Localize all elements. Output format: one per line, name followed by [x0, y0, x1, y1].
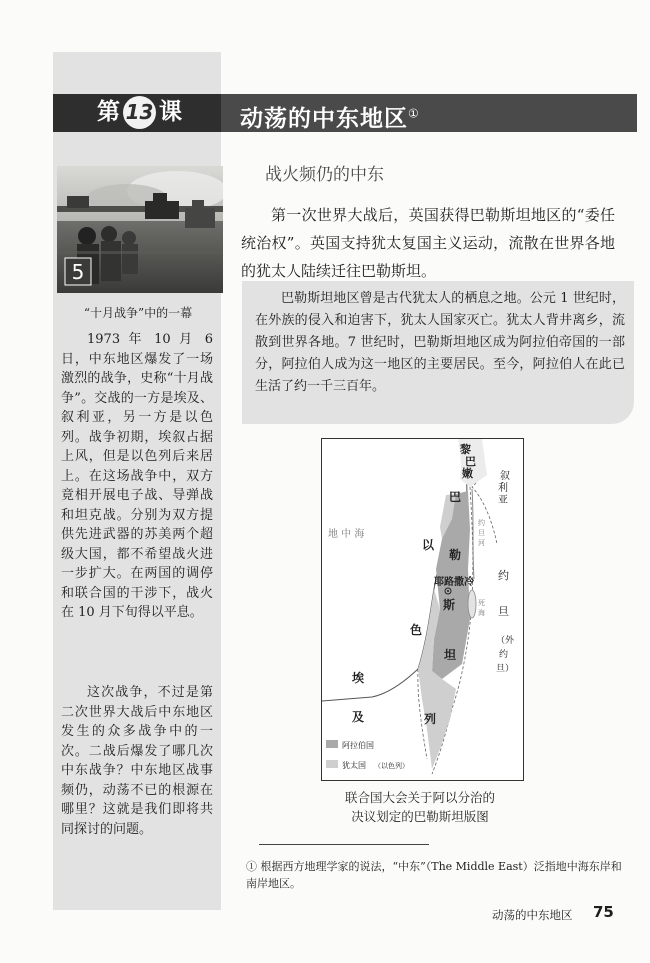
label-jerusalem: 耶路撒冷	[434, 577, 474, 588]
note-text: 巴勒斯坦地区曾是古代犹太人的栖息之地。公元 1 世纪时，在外族的侵入和迫害下，犹太人国家灭亡。犹太人背井离乡，流散到世界各地。7 世纪时，巴勒斯坦地区成为阿拉伯帝国的一部分，阿拉伯人成为这一地区的主要居民。至今，阿拉伯人在此已生活了约一千三百年。	[255, 291, 625, 394]
label-palestine-3: 斯	[443, 598, 456, 612]
lesson-title-text: 动荡的中东地区	[240, 106, 408, 132]
label-lebanon-1: 黎	[460, 443, 471, 456]
label-palestine-1: 巴	[449, 490, 462, 504]
main-paragraph: 第一次世界大战后，英国获得巴勒斯坦地区的“委任统治权”。英国支持犹太复国主义运动，流散在世界各地的犹太人陆续迁往巴勒斯坦。	[241, 206, 615, 280]
label-jordan-river-3: 河	[478, 539, 485, 547]
section-heading: 战火频仍的中东	[265, 165, 384, 185]
footnote	[246, 858, 626, 892]
label-israel-3: 列	[424, 712, 437, 726]
footnote-mark: ①	[246, 860, 257, 873]
label-egypt-2: 及	[352, 710, 365, 724]
jerusalem-marker-dot	[447, 590, 449, 592]
legend-jewish-swatch	[326, 760, 338, 768]
sidebar-paragraph-1: 1973 年 10 月 6 日，中东地区爆发了一场激烈的战争，史称“十月战争”。交战的一方是埃及、叙利亚，另一方是以色列。战争初期，埃叙占据上风，但是以色列后来居上。在这场战争中，双方竟相开展电子战、导弹战和坦克战。分别为双方提供先进武器的苏美两个超级大国，都不希望战火进一步扩大。在两国的调停和联合国的干涉下，战火在 10 月下旬得以平息。	[61, 332, 213, 620]
map-caption-line-1: 联合国大会关于阿以分治的	[344, 790, 495, 805]
lesson-title	[240, 100, 420, 133]
label-jordan-2: 旦	[498, 605, 509, 618]
legend-jewish-label: 犹太国	[342, 761, 366, 770]
label-israel-1: 以	[422, 538, 435, 552]
label-dead-sea-2: 海	[478, 609, 485, 617]
label-syria-3: 亚	[498, 495, 508, 506]
legend-arab-swatch	[326, 740, 338, 748]
label-palestine-4: 坦	[444, 648, 457, 662]
partition-map	[321, 438, 524, 781]
dead-sea	[468, 590, 476, 618]
label-syria-1: 叙	[500, 471, 510, 482]
map-caption	[300, 788, 540, 826]
lesson-number-block	[53, 94, 221, 132]
footer-chapter-label: 动荡的中东地区	[492, 908, 573, 922]
legend-arab-label: 阿拉伯国	[342, 741, 374, 750]
label-jordan-3: （外	[496, 636, 515, 646]
label-jordan-4: 约	[499, 650, 509, 660]
lesson-suffix: 课	[159, 99, 182, 125]
footnote-divider	[259, 844, 429, 845]
label-jordan-1: 约	[498, 569, 509, 582]
label-jordan-river-2: 旦	[478, 529, 485, 537]
label-palestine-2: 勒	[449, 548, 462, 562]
page-number: 75	[593, 903, 614, 921]
label-egypt-1: 埃	[352, 671, 365, 685]
map-caption-line-2: 决议划定的巴勒斯坦版图	[351, 809, 489, 824]
label-syria-2: 利	[498, 483, 508, 494]
label-jordan-river-1: 约	[478, 519, 485, 527]
label-mediterranean: 地 中 海	[328, 529, 365, 540]
photo-caption: “十月战争”中的一幕	[83, 306, 193, 320]
lesson-prefix: 第	[97, 99, 120, 125]
sidebar-paragraph-2: 这次战争，不过是第二次世界大战后中东地区发生的众多战争中的一次。二战后爆发了哪几次中东战争？中东地区战事频仍，动荡不已的根源在哪里？这就是我们即将共同探讨的问题。	[61, 685, 213, 837]
label-dead-sea-1: 死	[478, 599, 485, 607]
label-lebanon-2: 巴	[465, 455, 476, 468]
label-jordan-5: 旦）	[496, 664, 515, 674]
footnote-text: 根据西方地理学家的说法，“中东”（The Middle East）泛指地中海东岸和南岸地区。	[246, 860, 622, 890]
label-lebanon-3: 嫩	[462, 467, 473, 480]
war-photo	[57, 166, 223, 293]
title-footnote-mark: ①	[408, 106, 420, 121]
label-israel-2: 色	[410, 623, 423, 637]
lesson-number-circle: 13	[123, 96, 156, 129]
legend-jewish-note: （以色列）	[374, 762, 409, 770]
photo-badge: 5	[71, 260, 85, 284]
